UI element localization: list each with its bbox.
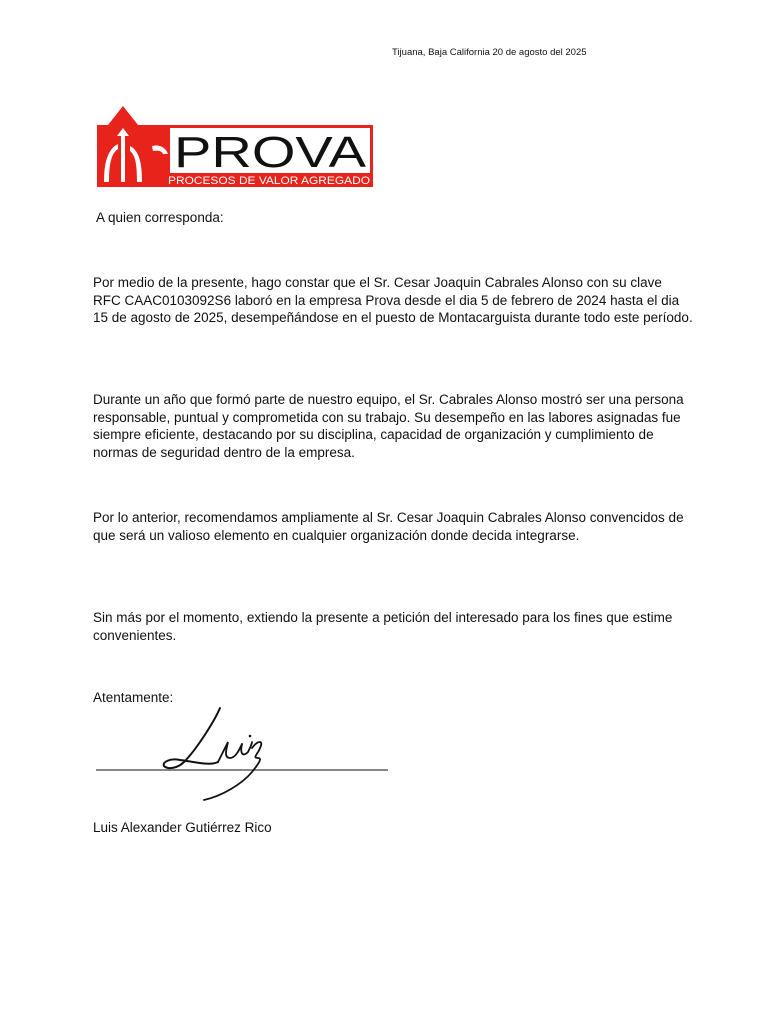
body-paragraph-2: Durante un año que formó parte de nuestro equipo, el Sr. Cabrales Alonso mostró ser una persona responsable, puntual y comprometida con su trabajo. Su desempeño en las labores asignadas fue siempre eficiente, destacando por su disciplina, capacidad de organización y cumplimiento de normas de seguridad dentro de la empresa.: [93, 392, 684, 460]
logo-name: PROVA: [174, 128, 367, 177]
prova-logo: [96, 106, 376, 190]
date-line: Tijuana, Baja California 20 de agosto del 2025: [392, 47, 587, 58]
body-paragraph-1: Por medio de la presente, hago constar que el Sr. Cesar Joaquin Cabrales Alonso con su clave RFC CAAC0103092S6 laboró en la empresa Prova desde el dia 5 de febrero de 2024 hasta el dia 15 de agosto de 2025, desempeñándose en el puesto de Montacarguista durante todo este período.: [93, 275, 693, 325]
closing: Atentamente:: [93, 690, 174, 705]
body-paragraph-4: Sin más por el momento, extiendo la presente a petición del interesado para los fines que estime convenientes.: [93, 610, 673, 643]
greeting: A quien corresponda:: [96, 210, 224, 225]
body-paragraph-3: Por lo anterior, recomendamos ampliamente al Sr. Cesar Joaquin Cabrales Alonso convencidos de que será un valioso elemento en cualquier organización donde decida integrarse.: [93, 510, 684, 543]
logo-tagline: PROCESOS DE VALOR AGREGADO: [168, 175, 371, 187]
handwritten-signature: [92, 700, 392, 805]
signer-name: Luis Alexander Gutiérrez Rico: [93, 820, 272, 835]
